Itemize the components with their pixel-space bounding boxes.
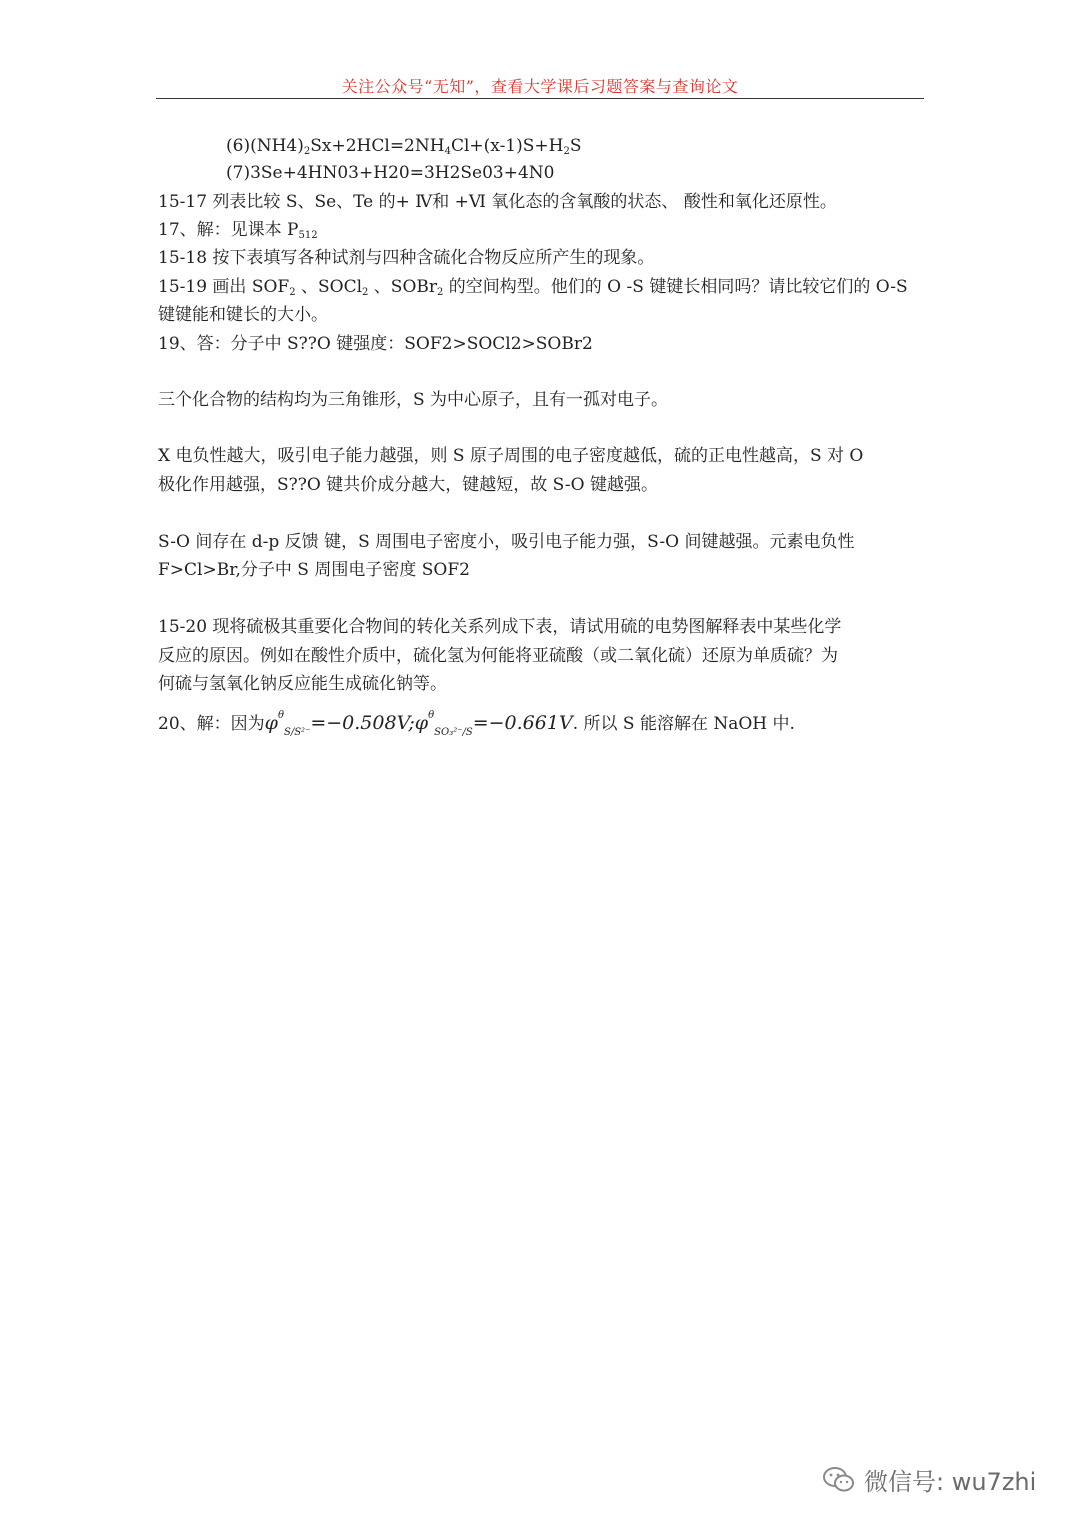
question-15-18: 15-18 按下表填写各种试剂与四种含硫化合物反应所产生的现象。: [158, 248, 655, 268]
question-15-17: 15-17 列表比较 S、Se、Te 的+ Ⅳ和 +Ⅵ 氧化态的含氧酸的状态、 酸性和氧化还原性。: [158, 192, 837, 212]
answer-17: 17、解：见课本 $P_{512}$: [158, 220, 318, 241]
wechat-icon: [822, 1466, 856, 1494]
paragraph-dp-bond-cont: F>Cl>Br,分子中 S 周围电子密度 SOF2: [158, 560, 470, 580]
paragraph-dp-bond: S-O 间存在 d-p 反馈 键，S 周围电子密度小，吸引电子能力强，S-O 间键越强。元素电负性: [158, 532, 855, 552]
equation-6: $(6)(NH4)_2Sx+2HCl=2NH_4Cl+(x-1)S+H_2S$: [226, 136, 582, 157]
paragraph-electronegativity: X 电负性越大，吸引电子能力越强，则 S 原子周围的电子密度越低，硫的正电性越高，S 对 O: [158, 446, 864, 466]
question-15-19: 15-19 画出 $SOF_2$ 、SOCl$_2$ 、SOBr$_2$ 的空间构型。他们的 O -S 键键长相同吗？请比较它们的 O-S: [158, 277, 908, 298]
question-15-19-cont: 键键能和键长的大小。: [158, 305, 328, 325]
equation-7: (7)3Se+4HN03+H20=3H2Se03+4N0: [226, 163, 555, 183]
page-header: 关注公众号“无知”，查看大学课后习题答案与查询论文: [341, 77, 739, 96]
wechat-id-label: 微信号: wu7zhi: [864, 1468, 1037, 1496]
wechat-watermark: [822, 1462, 1036, 1497]
question-15-20-cont1: 反应的原因。例如在酸性介质中，硫化氢为何能将亚硫酸（或二氧化硫）还原为单质硫？为: [158, 646, 838, 666]
answer-20: 20、解：因为$\varphi^\theta_{S/S^{2-}}=-0.508V;\varphi^\theta_{SO_3^{2-}/S}=-0.661V$. 所以 S 能溶解在 NaOH 中.: [158, 710, 795, 738]
answer-19: 19、答：分子中 S??O 键强度：SOF2>SOCl2>SOBr2: [158, 334, 593, 354]
paragraph-electronegativity-cont: 极化作用越强，S??O 键共价成分越大，键越短，故 S-O 键越强。: [158, 475, 658, 495]
header-divider: [156, 98, 924, 99]
paragraph-structure: 三个化合物的结构均为三角锥形，S 为中心原子，且有一孤对电子。: [158, 390, 669, 410]
potential-formula-2: $\varphi^\theta_{SO_3^{2-}/S}=-0.661V$: [414, 710, 573, 738]
question-15-20-cont2: 何硫与氢氧化钠反应能生成硫化钠等。: [158, 674, 447, 694]
potential-formula-1: $\varphi^\theta_{S/S^{2-}}=-0.508V$;: [264, 710, 415, 738]
question-15-20: 15-20 现将硫极其重要化合物间的转化关系列成下表，请试用硫的电势图解释表中某些化学: [158, 617, 842, 637]
